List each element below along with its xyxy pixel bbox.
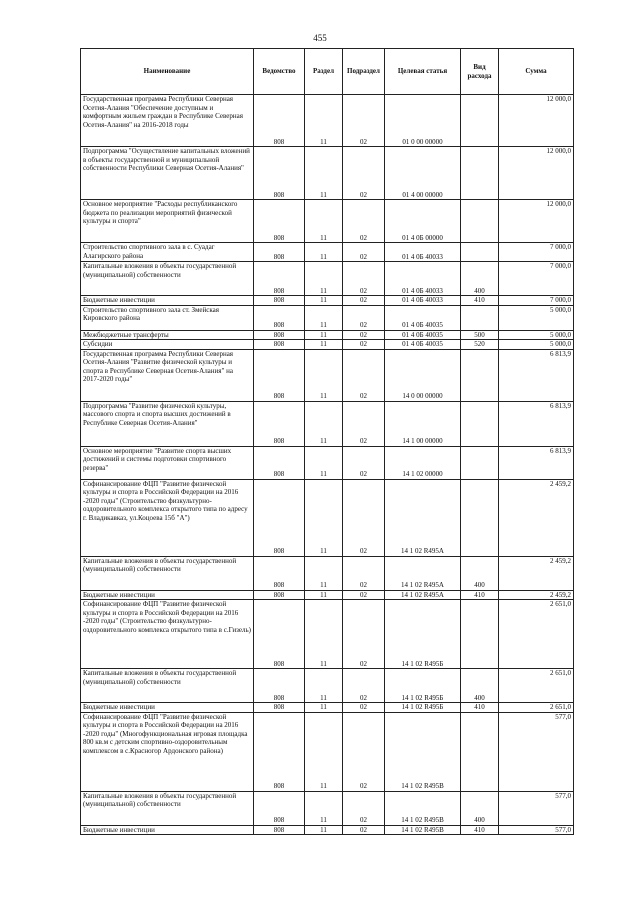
row-target-article: 01 4 0Б 40033 xyxy=(385,243,461,262)
row-razdel: 11 xyxy=(305,791,343,825)
row-expense-type xyxy=(461,147,499,200)
row-podrazdel: 02 xyxy=(343,340,385,350)
row-sum: 2 651,0 xyxy=(499,600,574,669)
row-razdel: 11 xyxy=(305,340,343,350)
row-razdel: 11 xyxy=(305,703,343,713)
row-podrazdel: 02 xyxy=(343,791,385,825)
row-podrazdel: 02 xyxy=(343,95,385,147)
row-name: Бюджетные инвестиции xyxy=(81,296,254,306)
row-vedomstvo: 808 xyxy=(254,401,305,446)
row-vedomstvo: 808 xyxy=(254,703,305,713)
row-name: Капитальные вложения в объекты государственной (муниципальной) собственности xyxy=(81,556,254,590)
row-razdel: 11 xyxy=(305,305,343,330)
row-name: Капитальные вложения в объекты государственной (муниципальной) собственности xyxy=(81,669,254,703)
row-vedomstvo: 808 xyxy=(254,200,305,243)
row-sum: 7 000,0 xyxy=(499,262,574,296)
row-expense-type: 400 xyxy=(461,556,499,590)
row-razdel: 11 xyxy=(305,330,343,340)
row-podrazdel: 02 xyxy=(343,262,385,296)
row-podrazdel: 02 xyxy=(343,669,385,703)
header-target-article: Целевая статья xyxy=(385,49,461,95)
row-sum: 6 813,9 xyxy=(499,401,574,446)
table-row xyxy=(81,95,574,147)
row-vedomstvo: 808 xyxy=(254,330,305,340)
table-row xyxy=(81,703,574,713)
row-podrazdel: 02 xyxy=(343,600,385,669)
row-expense-type xyxy=(461,600,499,669)
row-vedomstvo: 808 xyxy=(254,669,305,703)
row-expense-type xyxy=(461,243,499,262)
row-target-article: 01 4 0Б 40035 xyxy=(385,340,461,350)
row-expense-type xyxy=(461,305,499,330)
row-sum: 12 000,0 xyxy=(499,200,574,243)
row-vedomstvo: 808 xyxy=(254,590,305,600)
row-sum: 6 813,9 xyxy=(499,349,574,401)
row-target-article: 14 1 02 R495В xyxy=(385,791,461,825)
row-vedomstvo: 808 xyxy=(254,825,305,835)
row-vedomstvo: 808 xyxy=(254,147,305,200)
row-name: Софинансирование ФЦП "Развитие физической культуры и спорта в Российской Федерации на 2016 -2020 годы" (Строительство физкультурно-оздоровительного комплекса открытого типа в с.Гизель) xyxy=(81,600,254,669)
row-sum: 2 459,2 xyxy=(499,479,574,556)
row-target-article: 14 1 02 R495Б xyxy=(385,600,461,669)
row-sum: 7 000,0 xyxy=(499,243,574,262)
row-target-article: 14 1 02 R495Б xyxy=(385,669,461,703)
row-vedomstvo: 808 xyxy=(254,262,305,296)
row-name: Капитальные вложения в объекты государственной (муниципальной) собственности xyxy=(81,791,254,825)
row-razdel: 11 xyxy=(305,446,343,479)
row-vedomstvo: 808 xyxy=(254,305,305,330)
row-target-article: 14 1 02 R495В xyxy=(385,825,461,835)
row-expense-type: 500 xyxy=(461,330,499,340)
header-vedomstvo: Ведомство xyxy=(254,49,305,95)
row-vedomstvo: 808 xyxy=(254,95,305,147)
row-expense-type xyxy=(461,401,499,446)
row-sum: 12 000,0 xyxy=(499,95,574,147)
row-razdel: 11 xyxy=(305,825,343,835)
row-razdel: 11 xyxy=(305,296,343,306)
table-row xyxy=(81,200,574,243)
table-row xyxy=(81,556,574,590)
table-row xyxy=(81,147,574,200)
row-podrazdel: 02 xyxy=(343,330,385,340)
table-row xyxy=(81,340,574,350)
row-podrazdel: 02 xyxy=(343,446,385,479)
row-podrazdel: 02 xyxy=(343,825,385,835)
row-target-article: 14 1 02 R495A xyxy=(385,556,461,590)
row-podrazdel: 02 xyxy=(343,200,385,243)
table-row xyxy=(81,791,574,825)
table-row xyxy=(81,262,574,296)
row-sum: 6 813,9 xyxy=(499,446,574,479)
row-target-article: 14 1 02 R495Б xyxy=(385,703,461,713)
row-sum: 2 651,0 xyxy=(499,703,574,713)
row-expense-type: 520 xyxy=(461,340,499,350)
row-sum: 577,0 xyxy=(499,825,574,835)
row-expense-type xyxy=(461,200,499,243)
row-expense-type: 410 xyxy=(461,590,499,600)
row-sum: 12 000,0 xyxy=(499,147,574,200)
row-target-article: 01 4 0Б 40035 xyxy=(385,330,461,340)
row-razdel: 11 xyxy=(305,95,343,147)
row-podrazdel: 02 xyxy=(343,712,385,791)
row-vedomstvo: 808 xyxy=(254,296,305,306)
row-target-article: 14 0 00 00000 xyxy=(385,349,461,401)
row-razdel: 11 xyxy=(305,712,343,791)
row-name: Софинансирование ФЦП "Развитие физической культуры и спорта в Российской Федерации на 2016 -2020 годы" (Многофункциональная игровая площадка 800 кв.м с детским спортивно-оздоровительным комплексом в с.Красногор Ардонского района) xyxy=(81,712,254,791)
row-razdel: 11 xyxy=(305,669,343,703)
page-number: 455 xyxy=(313,33,327,43)
table-row xyxy=(81,825,574,835)
row-target-article: 14 1 02 R495В xyxy=(385,712,461,791)
row-podrazdel: 02 xyxy=(343,590,385,600)
row-sum: 577,0 xyxy=(499,712,574,791)
row-target-article: 14 1 02 00000 xyxy=(385,446,461,479)
row-sum: 577,0 xyxy=(499,791,574,825)
row-vedomstvo: 808 xyxy=(254,446,305,479)
row-name: Софинансирование ФЦП "Развитие физической культуры и спорта в Российской Федерации на 2016 -2020 годы" (Строительство физкультурно-оздоровительного комплекса открытого типа по адресу г. Владикавказ, ул.Коцоева 15б "А") xyxy=(81,479,254,556)
row-expense-type: 410 xyxy=(461,296,499,306)
row-expense-type: 410 xyxy=(461,703,499,713)
row-expense-type xyxy=(461,95,499,147)
header-sum: Сумма xyxy=(499,49,574,95)
row-razdel: 11 xyxy=(305,349,343,401)
row-target-article: 14 1 00 00000 xyxy=(385,401,461,446)
row-vedomstvo: 808 xyxy=(254,243,305,262)
table-row xyxy=(81,669,574,703)
row-podrazdel: 02 xyxy=(343,479,385,556)
row-podrazdel: 02 xyxy=(343,305,385,330)
row-expense-type xyxy=(461,712,499,791)
row-razdel: 11 xyxy=(305,147,343,200)
table-row xyxy=(81,296,574,306)
table-row xyxy=(81,305,574,330)
row-podrazdel: 02 xyxy=(343,401,385,446)
row-expense-type xyxy=(461,479,499,556)
row-name: Государственная программа Республики Северная Осетия-Алания "Развитие физической культуры и спорта в Республике Северная Осетия-Алания" на 2017-2020 годы" xyxy=(81,349,254,401)
row-expense-type: 400 xyxy=(461,262,499,296)
table-row xyxy=(81,590,574,600)
row-podrazdel: 02 xyxy=(343,147,385,200)
row-podrazdel: 02 xyxy=(343,243,385,262)
header-name: Наименование xyxy=(81,49,254,95)
row-name: Основное мероприятие "Расходы республиканского бюджета по реализации мероприятий физической культуры и спорта" xyxy=(81,200,254,243)
row-name: Субсидии xyxy=(81,340,254,350)
row-target-article: 14 1 02 R495A xyxy=(385,590,461,600)
row-razdel: 11 xyxy=(305,243,343,262)
row-razdel: 11 xyxy=(305,590,343,600)
row-vedomstvo: 808 xyxy=(254,600,305,669)
header-podrazdel: Подраздел xyxy=(343,49,385,95)
row-name: Основное мероприятие "Развитие спорта высших достижений и системы подготовки спортивного резерва" xyxy=(81,446,254,479)
row-razdel: 11 xyxy=(305,556,343,590)
header-razdel: Раздел xyxy=(305,49,343,95)
row-sum: 2 459,2 xyxy=(499,590,574,600)
row-name: Подпрограмма "Осуществление капитальных вложений в объекты государственной и муниципальной собственности Республики Северная Осетия-Алания" xyxy=(81,147,254,200)
row-sum: 2 651,0 xyxy=(499,669,574,703)
row-vedomstvo: 808 xyxy=(254,791,305,825)
row-razdel: 11 xyxy=(305,401,343,446)
row-sum: 5 000,0 xyxy=(499,340,574,350)
row-target-article: 01 4 0Б 00000 xyxy=(385,200,461,243)
row-name: Межбюджетные трансферты xyxy=(81,330,254,340)
row-razdel: 11 xyxy=(305,200,343,243)
row-expense-type: 400 xyxy=(461,669,499,703)
table-row xyxy=(81,712,574,791)
budget-table xyxy=(80,48,574,835)
row-name: Подпрограмма "Развитие физической культуры, массового спорта и спорта высших достижений в Республике Северная Осетия-Алания" xyxy=(81,401,254,446)
row-name: Бюджетные инвестиции xyxy=(81,825,254,835)
row-target-article: 01 0 00 00000 xyxy=(385,95,461,147)
row-vedomstvo: 808 xyxy=(254,556,305,590)
row-target-article: 01 4 0Б 40035 xyxy=(385,305,461,330)
row-podrazdel: 02 xyxy=(343,703,385,713)
row-razdel: 11 xyxy=(305,479,343,556)
table-row xyxy=(81,330,574,340)
row-vedomstvo: 808 xyxy=(254,712,305,791)
row-target-article: 01 4 00 00000 xyxy=(385,147,461,200)
row-razdel: 11 xyxy=(305,600,343,669)
row-sum: 5 000,0 xyxy=(499,330,574,340)
row-expense-type xyxy=(461,446,499,479)
row-podrazdel: 02 xyxy=(343,349,385,401)
table-header-row xyxy=(81,49,574,95)
header-expense-type: Вид расхода xyxy=(461,49,499,95)
row-podrazdel: 02 xyxy=(343,556,385,590)
table-row xyxy=(81,243,574,262)
row-vedomstvo: 808 xyxy=(254,479,305,556)
row-vedomstvo: 808 xyxy=(254,349,305,401)
row-razdel: 11 xyxy=(305,262,343,296)
row-sum: 5 000,0 xyxy=(499,305,574,330)
row-target-article: 01 4 0Б 40033 xyxy=(385,296,461,306)
row-expense-type: 410 xyxy=(461,825,499,835)
row-expense-type: 400 xyxy=(461,791,499,825)
row-name: Строительство спортивного зала ст. Змейская Кировского района xyxy=(81,305,254,330)
row-sum: 2 459,2 xyxy=(499,556,574,590)
row-name: Государственная программа Республики Северная Осетия-Алания "Обеспечение доступным и комфортным жильем граждан в Республике Северная Осетия-Алания" на 2016-2018 годы xyxy=(81,95,254,147)
row-target-article: 14 1 02 R495A xyxy=(385,479,461,556)
row-name: Бюджетные инвестиции xyxy=(81,703,254,713)
table-row xyxy=(81,401,574,446)
table-row xyxy=(81,349,574,401)
row-expense-type xyxy=(461,349,499,401)
row-target-article: 01 4 0Б 40033 xyxy=(385,262,461,296)
row-sum: 7 000,0 xyxy=(499,296,574,306)
row-name: Капитальные вложения в объекты государственной (муниципальной) собственности xyxy=(81,262,254,296)
table-row xyxy=(81,479,574,556)
table-row xyxy=(81,446,574,479)
row-name: Бюджетные инвестиции xyxy=(81,590,254,600)
table-row xyxy=(81,600,574,669)
row-podrazdel: 02 xyxy=(343,296,385,306)
row-name: Строительство спортивного зала в с. Суадаг Алагирского района xyxy=(81,243,254,262)
row-vedomstvo: 808 xyxy=(254,340,305,350)
